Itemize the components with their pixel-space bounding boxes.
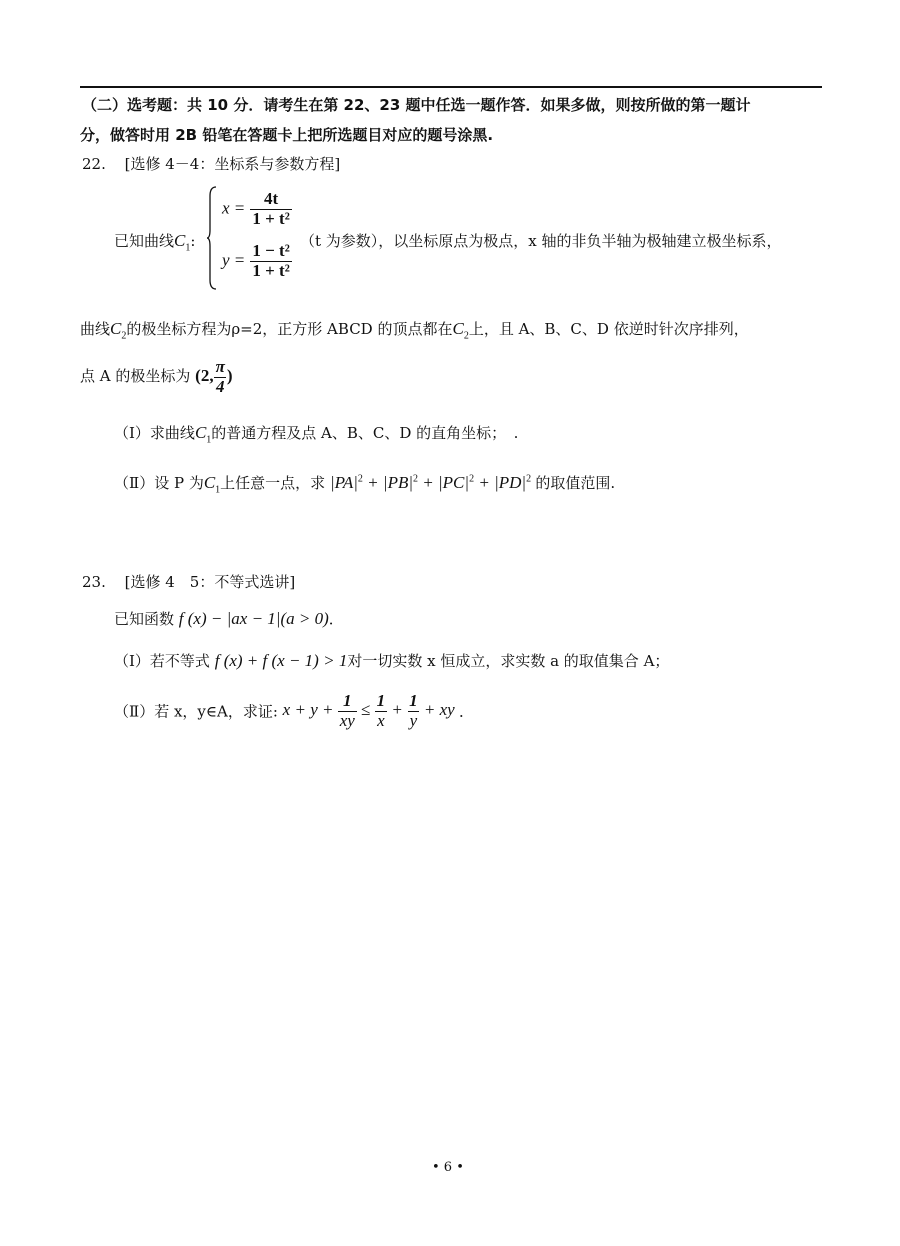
q22-line2 <box>80 318 749 341</box>
curve-c1-part2: $C_1$ <box>203 473 221 496</box>
frac-one-over-y: $\frac{1}{y}$ <box>409 691 418 730</box>
curve-c2: $C_2$ <box>110 319 127 342</box>
x-fraction <box>250 190 291 228</box>
curve-c1-part1: $C_1$ <box>194 423 212 446</box>
q23-part2-label: （Ⅱ）若 x，y∈A，求证: <box>114 702 278 721</box>
q22-title: [选修 4－4：坐标系与参数方程] <box>124 155 341 173</box>
q23-intro-text: 已知函数 <box>114 610 175 628</box>
q23-period: ． <box>458 702 474 721</box>
y-fraction-num: 1 − t² <box>252 241 290 260</box>
q23-part2 <box>114 692 474 730</box>
term-pc: |PC| <box>438 473 470 492</box>
q22-part1 <box>114 422 518 445</box>
q22-line2-pre: 曲线 <box>80 320 111 338</box>
x-eq-label: x = <box>222 198 246 218</box>
curve-c1: $C_1$ <box>174 231 191 254</box>
term-pb: |PB| <box>382 473 414 492</box>
x-fraction-num: 4t <box>264 189 279 208</box>
q22-line3 <box>80 358 233 396</box>
y-fraction-den: 1 + t² <box>252 260 290 280</box>
q22-line2-post: 上，且 A、B、C、D 依逆时针次序排列， <box>468 320 749 338</box>
q23-heading <box>82 571 295 592</box>
q23-title: [选修 4 5：不等式选讲] <box>124 573 296 591</box>
q22-line2-mid: 的极坐标方程为ρ=2，正方形 ABCD 的顶点都在 <box>126 320 453 338</box>
q22-part2-mid: 上任意一点，求 <box>220 474 326 492</box>
q22-line3-pre: 点 A 的极坐标为 <box>80 367 191 386</box>
frac-one-over-x: $\frac{1}{x}$ <box>376 691 386 730</box>
distance-sum-expression: $|PA|^2 + |PB|^2 + |PC|^2 + |PD|^2$ <box>329 473 532 492</box>
system-brace-icon <box>207 186 217 290</box>
q23-number: 23. <box>82 573 106 591</box>
frac-one-over-xy: $\frac{1}{xy}$ <box>339 691 355 730</box>
q23-part1-text: 对一切实数 x 恒成立，求实数 a 的取值集合 A； <box>347 652 670 670</box>
point-a-coords: (2, $\frac{\pi}{4}$ ) <box>195 357 233 396</box>
q22-intro-text: 已知曲线 <box>114 232 175 250</box>
term-pa: |PA| <box>329 473 358 492</box>
y-equation <box>222 242 292 280</box>
function-definition: f (x) − |ax − 1|(a > 0) <box>178 609 329 628</box>
q22-intro <box>114 230 195 253</box>
q23-func-end: ． <box>328 610 344 628</box>
y-fraction <box>250 242 291 280</box>
q22-part2 <box>114 472 615 495</box>
section-header-line1: （二）选考题：共 10 分．请考生在第 22、23 题中任选一题作答．如果多做，则按所做的第一题计 <box>82 96 751 114</box>
y-eq-label: y = <box>222 250 246 270</box>
page-number: • 6 • <box>432 1160 464 1175</box>
q22-param-desc: （t 为参数），以坐标原点为极点，x 轴的非负半轴为极轴建立极坐标系， <box>300 232 782 250</box>
proof-expression: x + y + $\frac{1}{xy}$ ≤ $\frac{1}{x}$ + $\frac{1}{y}$ + xy <box>282 691 455 730</box>
q22-part1-label: （Ⅰ）求曲线 <box>114 424 195 442</box>
q23-intro <box>114 608 344 629</box>
q22-colon: : <box>190 232 196 250</box>
q22-part2-label: （Ⅱ）设 P 为 <box>114 474 204 492</box>
curve-c2-ref: $C_2$ <box>452 319 469 342</box>
q22-part2-end: 的取值范围. <box>535 474 616 492</box>
q23-part1-label: （Ⅰ）若不等式 <box>114 652 210 670</box>
header-rule <box>80 86 822 88</box>
q22-part1-text: 的普通方程及点 A、B、C、D 的直角坐标； . <box>211 424 519 442</box>
term-pd: |PD| <box>494 473 527 492</box>
x-fraction-den: 1 + t² <box>252 208 290 228</box>
x-equation <box>222 190 292 228</box>
pi-over-4-fraction: $\frac{\pi}{4}$ <box>215 357 225 396</box>
inequality-expression: f (x) + f (x − 1) > 1 <box>214 651 348 670</box>
section-header-line2: 分，做答时用 2B 铅笔在答题卡上把所选题目对应的题号涂黑. <box>80 126 494 144</box>
q23-part1 <box>114 650 669 671</box>
q22-heading <box>82 153 340 174</box>
q22-number: 22. <box>82 155 106 173</box>
